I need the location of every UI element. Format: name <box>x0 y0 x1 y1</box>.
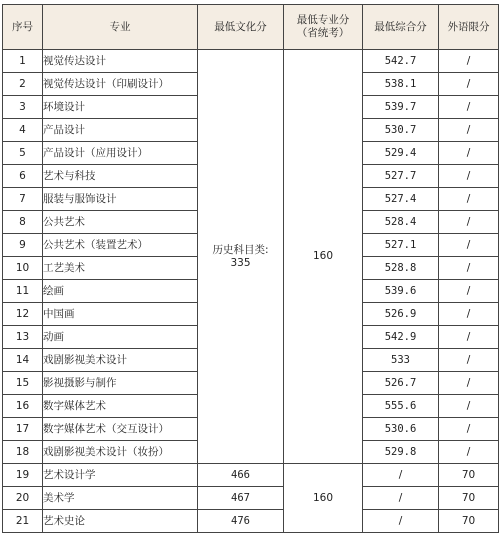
seq-cell: 15 <box>3 372 43 395</box>
composite-cell: 533 <box>363 349 439 372</box>
lang-cell: / <box>439 303 499 326</box>
major-cell: 美术学 <box>43 487 198 510</box>
composite-cell: 542.7 <box>363 50 439 73</box>
major-cell: 产品设计 <box>43 119 198 142</box>
lang-cell: / <box>439 326 499 349</box>
composite-cell: 527.1 <box>363 234 439 257</box>
major-cell: 数字媒体艺术（交互设计） <box>43 418 198 441</box>
lang-cell: 70 <box>439 510 499 533</box>
composite-cell: / <box>363 510 439 533</box>
lang-cell: / <box>439 395 499 418</box>
composite-cell: 526.9 <box>363 303 439 326</box>
seq-cell: 12 <box>3 303 43 326</box>
seq-cell: 11 <box>3 280 43 303</box>
header-seq: 序号 <box>3 5 43 50</box>
header-prof <box>284 5 363 50</box>
composite-cell: 528.4 <box>363 211 439 234</box>
lang-cell: 70 <box>439 487 499 510</box>
major-cell: 服装与服饰设计 <box>43 188 198 211</box>
composite-cell: 530.6 <box>363 418 439 441</box>
table-row <box>3 487 499 510</box>
seq-cell: 7 <box>3 188 43 211</box>
major-cell: 公共艺术（装置艺术） <box>43 234 198 257</box>
seq-cell: 19 <box>3 464 43 487</box>
lang-cell: / <box>439 211 499 234</box>
lang-cell: / <box>439 441 499 464</box>
major-cell: 数字媒体艺术 <box>43 395 198 418</box>
lang-cell: / <box>439 96 499 119</box>
lang-cell: / <box>439 119 499 142</box>
seq-cell: 4 <box>3 119 43 142</box>
header-lang: 外语限分 <box>439 5 499 50</box>
major-cell: 戏剧影视美术设计 <box>43 349 198 372</box>
composite-cell: 538.1 <box>363 73 439 96</box>
major-cell: 绘画 <box>43 280 198 303</box>
seq-cell: 2 <box>3 73 43 96</box>
lang-cell: / <box>439 165 499 188</box>
major-cell: 视觉传达设计 <box>43 50 198 73</box>
table-body <box>3 50 499 533</box>
major-cell: 影视摄影与制作 <box>43 372 198 395</box>
major-cell: 产品设计（应用设计） <box>43 142 198 165</box>
composite-cell: 526.7 <box>363 372 439 395</box>
composite-cell: 529.8 <box>363 441 439 464</box>
seq-cell: 9 <box>3 234 43 257</box>
header-major: 专业 <box>43 5 198 50</box>
composite-cell: 542.9 <box>363 326 439 349</box>
composite-cell: 527.7 <box>363 165 439 188</box>
seq-cell: 10 <box>3 257 43 280</box>
lang-cell: / <box>439 418 499 441</box>
composite-cell: 539.6 <box>363 280 439 303</box>
lang-cell: / <box>439 50 499 73</box>
seq-cell: 6 <box>3 165 43 188</box>
lang-cell: / <box>439 142 499 165</box>
culture-cell: 466 <box>198 464 284 487</box>
composite-cell: 529.4 <box>363 142 439 165</box>
major-cell: 艺术史论 <box>43 510 198 533</box>
seq-cell: 17 <box>3 418 43 441</box>
composite-cell: 539.7 <box>363 96 439 119</box>
admission-score-table <box>2 4 499 533</box>
lang-cell: 70 <box>439 464 499 487</box>
major-cell: 环境设计 <box>43 96 198 119</box>
table-row <box>3 510 499 533</box>
composite-cell: 527.4 <box>363 188 439 211</box>
major-cell: 艺术设计学 <box>43 464 198 487</box>
prof-merged-cell-2: 160 <box>284 464 363 533</box>
major-cell: 公共艺术 <box>43 211 198 234</box>
header-prof-line2: （省统考） <box>296 27 350 39</box>
prof-merged-cell: 160 <box>284 50 363 464</box>
major-cell: 中国画 <box>43 303 198 326</box>
composite-cell: 530.7 <box>363 119 439 142</box>
table-row <box>3 50 499 73</box>
seq-cell: 18 <box>3 441 43 464</box>
composite-cell: / <box>363 464 439 487</box>
seq-cell: 20 <box>3 487 43 510</box>
lang-cell: / <box>439 257 499 280</box>
composite-cell: / <box>363 487 439 510</box>
composite-cell: 528.8 <box>363 257 439 280</box>
lang-cell: / <box>439 372 499 395</box>
major-cell: 工艺美术 <box>43 257 198 280</box>
major-cell: 艺术与科技 <box>43 165 198 188</box>
major-cell: 戏剧影视美术设计（妆扮） <box>43 441 198 464</box>
seq-cell: 14 <box>3 349 43 372</box>
culture-merged-value: 历史科目类:335 <box>212 243 269 269</box>
lang-cell: / <box>439 188 499 211</box>
major-cell: 视觉传达设计（印刷设计） <box>43 73 198 96</box>
header-row <box>3 5 499 50</box>
table-header <box>3 5 499 50</box>
seq-cell: 8 <box>3 211 43 234</box>
seq-cell: 21 <box>3 510 43 533</box>
culture-merged-cell <box>198 50 284 464</box>
header-culture: 最低文化分 <box>198 5 284 50</box>
lang-cell: / <box>439 349 499 372</box>
table-row <box>3 464 499 487</box>
composite-cell: 555.6 <box>363 395 439 418</box>
header-prof-line1: 最低专业分 <box>296 14 350 26</box>
header-composite: 最低综合分 <box>363 5 439 50</box>
seq-cell: 13 <box>3 326 43 349</box>
lang-cell: / <box>439 280 499 303</box>
seq-cell: 1 <box>3 50 43 73</box>
culture-cell: 476 <box>198 510 284 533</box>
major-cell: 动画 <box>43 326 198 349</box>
seq-cell: 16 <box>3 395 43 418</box>
seq-cell: 5 <box>3 142 43 165</box>
seq-cell: 3 <box>3 96 43 119</box>
culture-cell: 467 <box>198 487 284 510</box>
lang-cell: / <box>439 234 499 257</box>
lang-cell: / <box>439 73 499 96</box>
